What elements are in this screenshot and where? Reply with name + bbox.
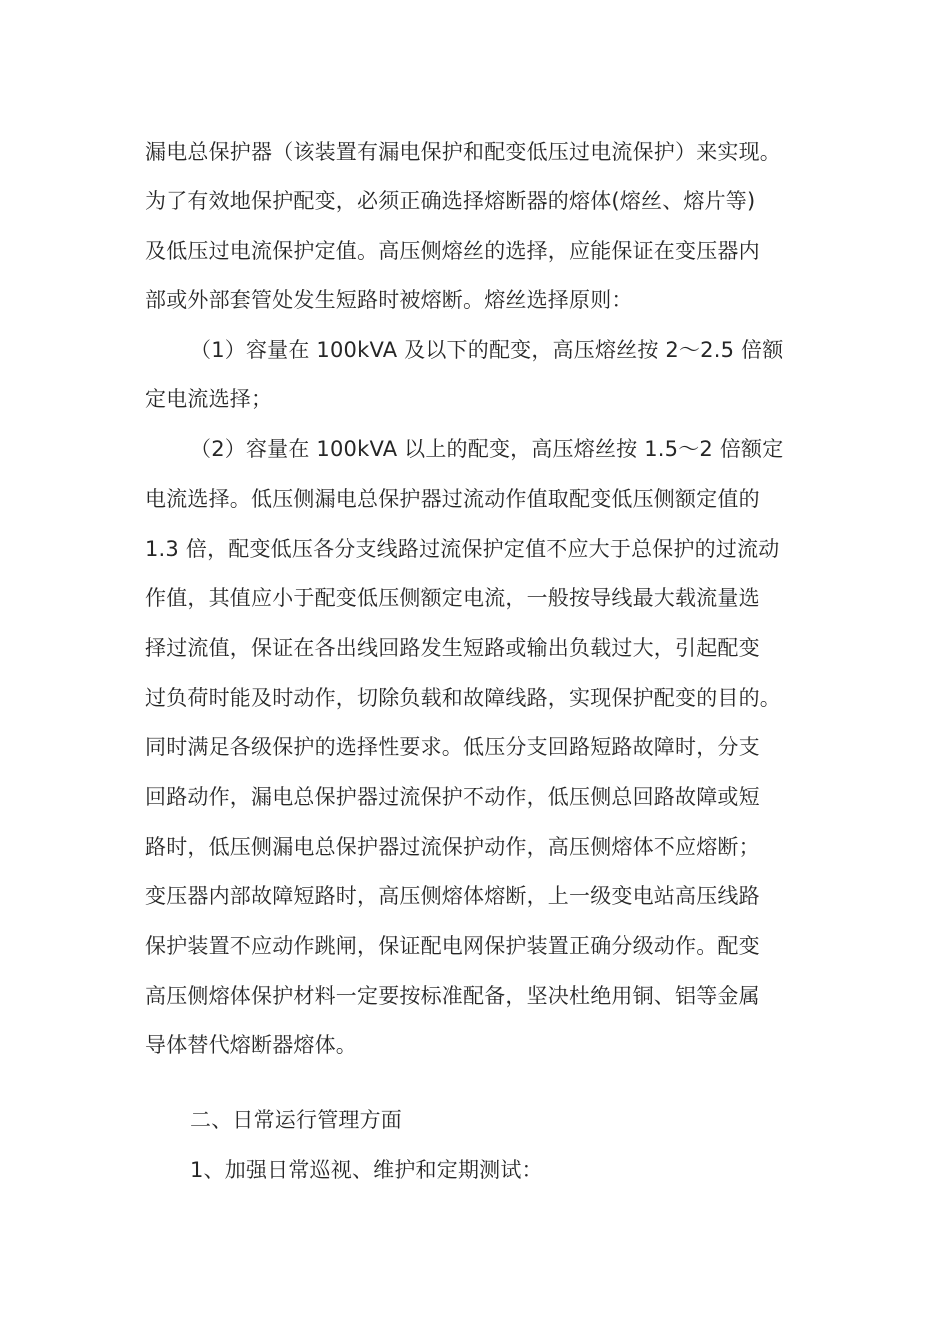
body-text-line: 变压器内部故障短路时，高压侧熔体熔断，上一级变电站高压线路 bbox=[145, 884, 760, 908]
section-heading: 二、日常运行管理方面 bbox=[190, 1108, 402, 1132]
body-text-line: 同时满足各级保护的选择性要求。低压分支回路短路故障时，分支 bbox=[145, 735, 760, 759]
body-text-line: 作值，其值应小于配变低压侧额定电流，一般按导线最大载流量选 bbox=[145, 586, 760, 610]
list-item-2-line: （2）容量在 100kVA 以上的配变，高压熔丝按 1.5～2 倍额定 bbox=[190, 437, 784, 461]
body-text-line: 过负荷时能及时动作，切除负载和故障线路，实现保护配变的目的。 bbox=[145, 686, 781, 710]
body-text-line: 部或外部套管处发生短路时被熔断。熔丝选择原则： bbox=[145, 288, 633, 312]
list-item-1-line: （1）容量在 100kVA 及以下的配变，高压熔丝按 2～2.5 倍额 bbox=[190, 338, 784, 362]
body-text-line: 漏电总保护器（该装置有漏电保护和配变低压过电流保护）来实现。 bbox=[145, 140, 781, 164]
body-text-line: 为了有效地保护配变，必须正确选择熔断器的熔体(熔丝、熔片等) bbox=[145, 189, 756, 213]
body-text-line: 及低压过电流保护定值。高压侧熔丝的选择，应能保证在变压器内 bbox=[145, 239, 760, 263]
body-text-line: 保护装置不应动作跳闸，保证配电网保护装置正确分级动作。配变 bbox=[145, 934, 760, 958]
body-text-line: 电流选择。低压侧漏电总保护器过流动作值取配变低压侧额定值的 bbox=[145, 487, 760, 511]
body-text-line: 1.3 倍，配变低压各分支线路过流保护定值不应大于总保护的过流动 bbox=[145, 537, 780, 561]
body-text-line: 路时，低压侧漏电总保护器过流保护动作，高压侧熔体不应熔断； bbox=[145, 835, 760, 859]
body-text-line: 导体替代熔断器熔体。 bbox=[145, 1033, 357, 1057]
list-item-1-continuation: 定电流选择； bbox=[145, 387, 273, 411]
body-text-line: 高压侧熔体保护材料一定要按标准配备，坚决杜绝用铜、铝等金属 bbox=[145, 984, 760, 1008]
body-text-line: 择过流值，保证在各出线回路发生短路或输出负载过大，引起配变 bbox=[145, 636, 760, 660]
subsection-heading: 1、加强日常巡视、维护和定期测试： bbox=[190, 1158, 543, 1182]
body-text-line: 回路动作，漏电总保护器过流保护不动作，低压侧总回路故障或短 bbox=[145, 785, 760, 809]
